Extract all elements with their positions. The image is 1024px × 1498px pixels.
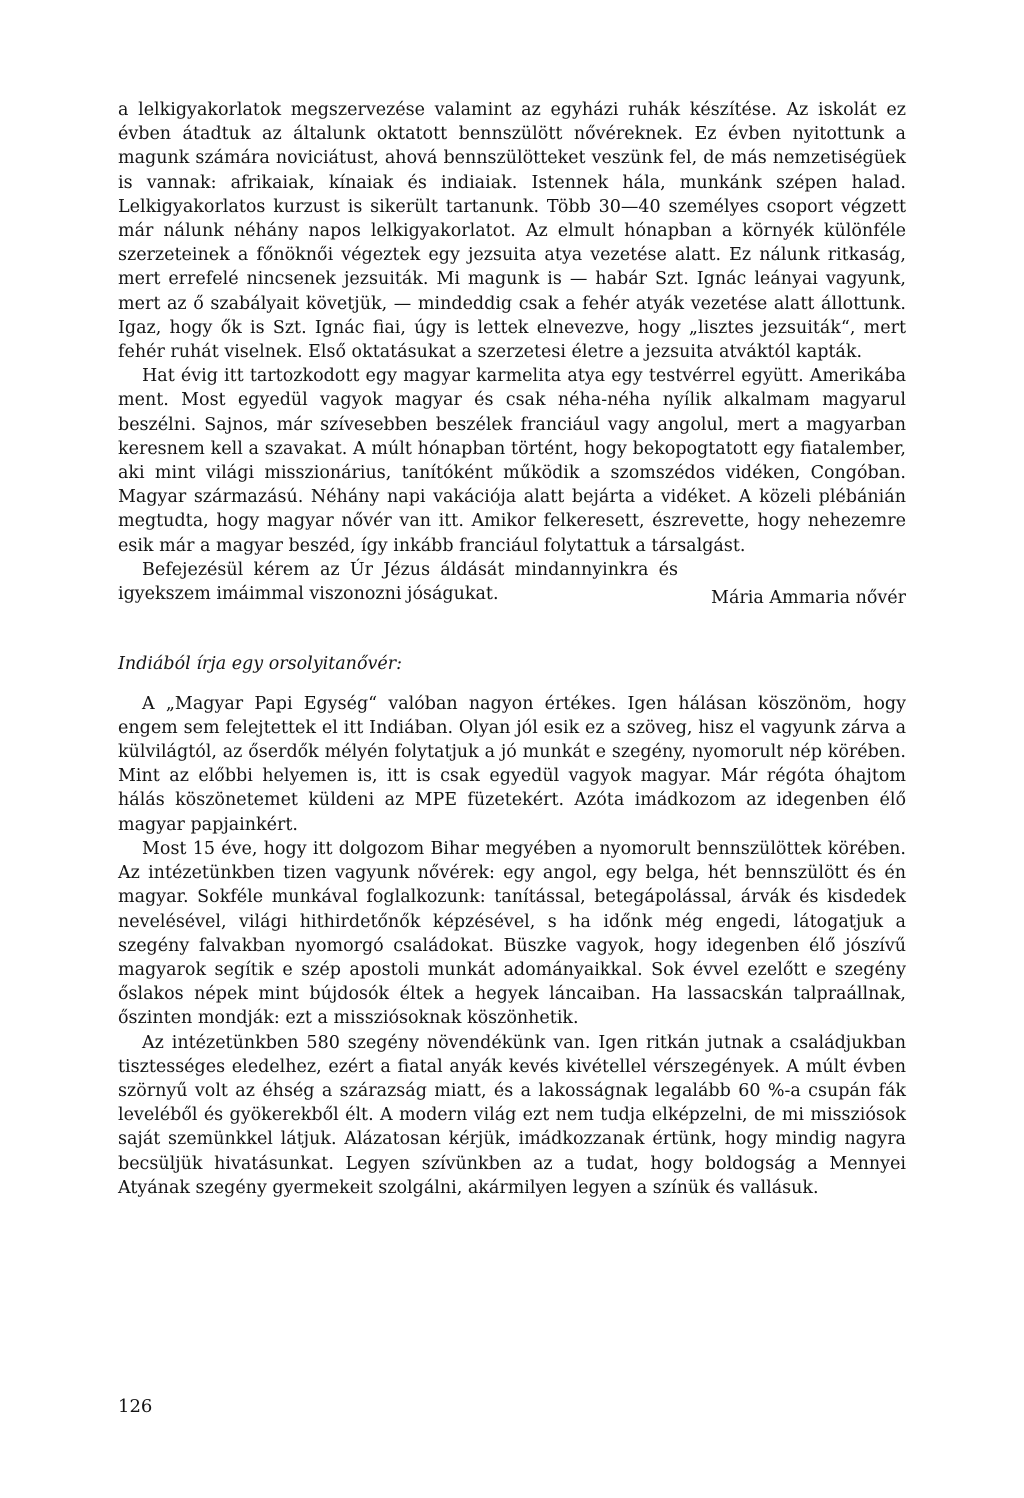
letter2-paragraph-1: A „Magyar Papi Egység“ valóban nagyon értékes. Igen hálásan köszönöm, hogy engem sem felejtettek el itt Indiában. Olyan jól esik ez a szöveg, hisz el vagyunk zárva a külvilágtól, az őserdők mélyén folytatjuk a jó munkát e szegény, nyomorult nép körében. Mint az előbbi helyemen is, itt is csak egyedül vagyok magyar. Már régóta óhajtom hálás köszönetemet küldeni az MPE füzetekért. Azóta imádkozom az idegenben élő magyar papjainkért. [118, 693, 906, 835]
letter1-paragraph-2: Hat évig itt tartozkodott egy magyar karmelita atya egy testvérrel együtt. Amerikába ment. Most egyedül vagyok magyar és csak néha-néha nyílik alkalmam magyarul beszélni. Sajnos, már szívesebben beszélek franciául vagy angolul, mert a magyarban keresnem kell a szavakat. A múlt hónapban történt, hogy bekopogtatott egy fiatalember, aki mint világi misszionárius, tanítóként működik a szomszédos vidéken, Congóban. Magyar származású. Néhány napi vakációja alatt bejárta a vidéket. A közeli plébánián megtudta, hogy magyar nővér van itt. Amikor felkeresett, észrevette, hogy nehezemre esik már a magyar beszéd, így inkább franciául folytattuk a társalgást. [118, 366, 906, 556]
letter2-paragraph-3: Az intézetünkben 580 szegény növendékünk van. Igen ritkán jutnak a családjukban tisztességes eledelhez, ezért a fiatal anyák kevés kivétellel vérszegények. A múlt évben szörnyű volt az éhség a szárazság miatt, és a lakosságnak legalább 60 %-a csupán fák leveléből és gyökerekből élt. A modern világ ezt nem tudja elképzelni, de mi missziósok saját szemünkkel látjuk. Alázatosan kérjük, imádkozzanak értünk, hogy mindig nagyra becsüljük hivatásunkat. Legyen szívünkben az a tudat, hogy boldogság a Mennyei Atyának szegény gyermekeit szolgálni, akármilyen legyen a színük és vallásuk. [118, 1032, 906, 1198]
letter1-paragraph-1: a lelkigyakorlatok megszervezése valamint az egyházi ruhák készítése. Az iskolát ez évben átadtuk az általunk oktatott bennszülött nővéreknek. Ez évben nyitottunk a magunk számára noviciátust, ahová bennszülötteket veszünk fel, de más nemzetiségüek is vannak: afrikaiak, kínaiak és indiaiak. Istennek hála, munkánk szépen halad. Lelkigyakorlatos kurzust is sikerült tartanunk. Több 30—40 személyes csoport végzett már nálunk néhány napos lelkigyakorlatot. Az elmult hónapban a környék különféle szerzeteinek a főnöknői végeztek egy jezsuita atya vezetése alatt. Ez nálunk ritkaság, mert errefelé nincsenek jezsuiták. Mi magunk is — habár Szt. Ignác leányai vagyunk, mert az ő szabályait követjük, — mindeddig csak a fehér atyák vezetése alatt állottunk. Igaz, hogy ők is Szt. Ignác fiai, úgy is lettek elnevezve, hogy „lisztes jezsuiták“, mert fehér ruhát viselnek. Első oktatásukat a szerzetesi életre a jezsuita atváktól kapták. [118, 100, 906, 363]
page-body [118, 98, 906, 1200]
signature: Mária Ammaria nővér [711, 588, 906, 609]
letter2-paragraph-2: Most 15 éve, hogy itt dolgozom Bihar megyében a nyomorult bennszülöttek körében. Az intézetünkben tizen vagyunk nővérek: egy angol, egy belga, hét bennszülött és én magyar. Sokféle munkával foglalkozunk: tanítással, betegápolással, árvák és kisdedek nevelésével, világi hithirdetőnők képzésével, s ha időnk még engedi, látogatjuk a szegény falvakban nyomorgó családokat. Büszke vagyok, hogy idegenben élő jószívű magyarok segítik e szép apostoli munkát adományaikkal. Sok évvel ezelőtt e szegény őslakos népek mint bújdosók éltek a hegyek láncaiban. Ha lassacskán talpraállnak, őszinten mondják: ezt a missziósoknak köszönhetik. [118, 838, 906, 1029]
closing-text: Befejezésül kérem az Úr Jézus áldását mindannyinkra és igyekszem imáimmal viszonozni jóságukat. [118, 559, 678, 605]
section-heading: Indiából írja egy orsolyitanővér: [118, 654, 402, 675]
page-number: 126 [118, 1396, 153, 1417]
